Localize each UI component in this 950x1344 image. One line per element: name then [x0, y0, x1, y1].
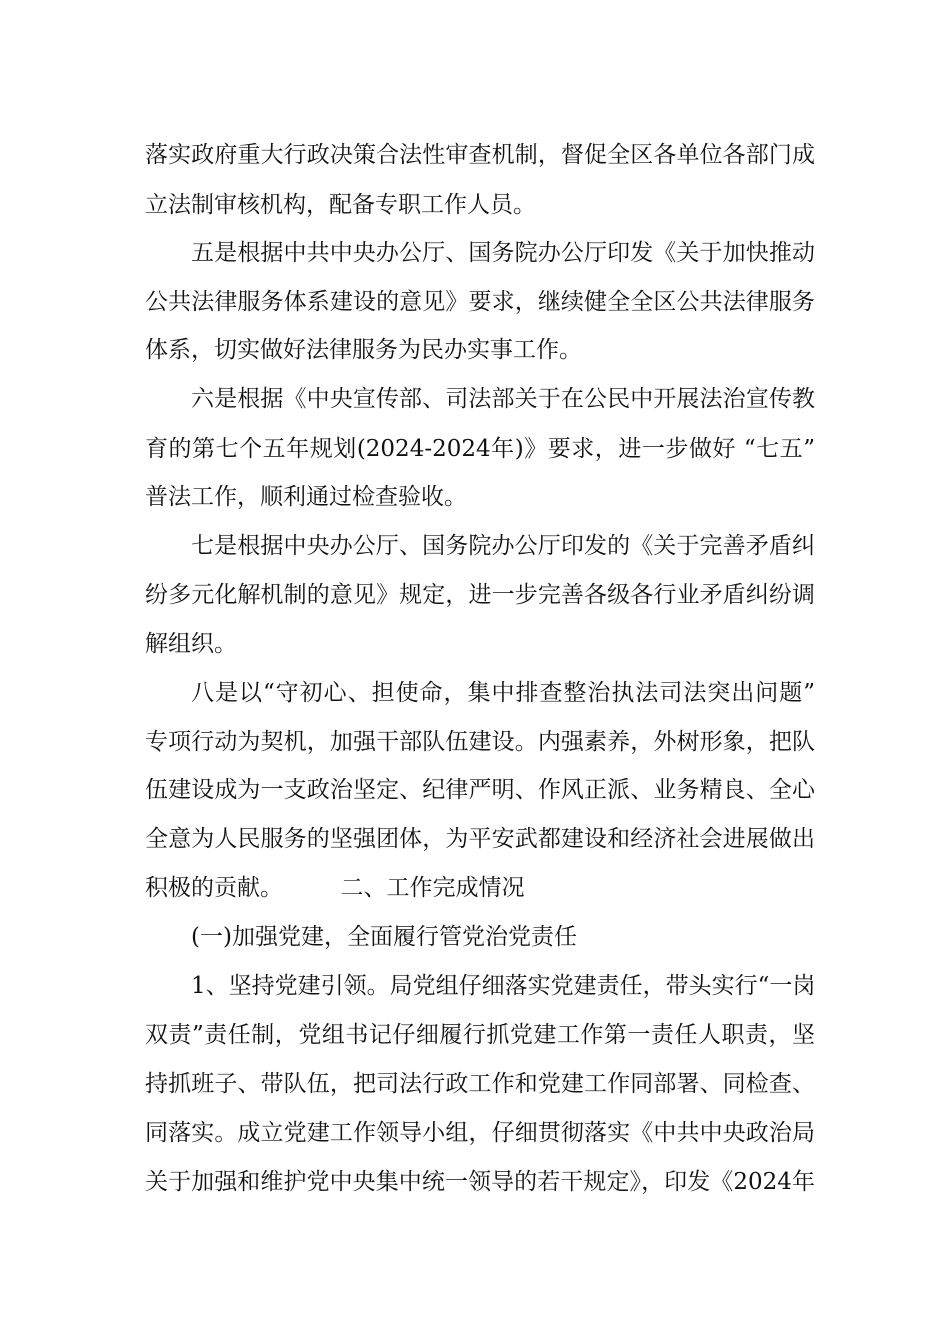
- paragraph-start-line: 六是根据《中央宣传部、司法部关于在公民中开展法治宣传教: [191, 386, 815, 412]
- paragraph-start-line: 1、坚持党建引领。局党组仔细落实党建责任，带头实行“一岗: [191, 973, 815, 999]
- paragraph-start-line: 五是根据中共中央办公厅、国务院办公厅印发《关于加快推动: [191, 240, 815, 266]
- text-line: 关于加强和维护党中央集中统一领导的若干规定》，印发《2024年: [145, 1169, 815, 1195]
- text-line: 专项行动为契机，加强干部队伍建设。内强素养，外树形象，把队: [145, 729, 815, 755]
- text-line: 公共法律服务体系建设的意见》要求，继续健全全区公共法律服务: [145, 289, 815, 315]
- paragraph-start-line: 八是以“守初心、担使命，集中排查整治执法司法突出问题”: [191, 680, 815, 706]
- text-line: 落实政府重大行政决策合法性审查机制，督促全区各单位各部门成: [145, 142, 815, 168]
- text-line: 体系，切实做好法律服务为民办实事工作。: [145, 337, 582, 363]
- text-line: 育的第七个五年规划(2024-2024年)》要求，进一步做好 “七五”: [145, 436, 815, 462]
- subsection-heading: (一)加强党建，全面履行管党治党责任: [191, 924, 577, 950]
- text-line: 解组织。: [145, 631, 237, 657]
- text-line: 纷多元化解机制的意见》规定，进一步完善各级各行业矛盾纠纷调: [145, 582, 815, 608]
- text-line: 同落实。成立党建工作领导小组，仔细贯彻落实《中共中央政治局: [145, 1120, 815, 1146]
- text-line: 普法工作，顺利通过检查验收。: [145, 484, 467, 510]
- text-line: 双责”责任制，党组书记仔细履行抓党建工作第一责任人职责，坚: [145, 1022, 815, 1048]
- text-line: 立法制审核机构，配备专职工作人员。: [145, 192, 536, 218]
- section-heading-line: 积极的贡献。 二、工作完成情况: [145, 875, 525, 901]
- paragraph-start-line: 七是根据中央办公厅、国务院办公厅印发的《关于完善矛盾纠: [191, 533, 815, 559]
- text-line: 全意为人民服务的坚强团体，为平安武都建设和经济社会进展做出: [145, 826, 815, 852]
- text-line: 伍建设成为一支政治坚定、纪律严明、作风正派、业务精良、全心: [145, 777, 815, 803]
- text-line: 持抓班子、带队伍，把司法行政工作和党建工作同部署、同检查、: [145, 1071, 815, 1097]
